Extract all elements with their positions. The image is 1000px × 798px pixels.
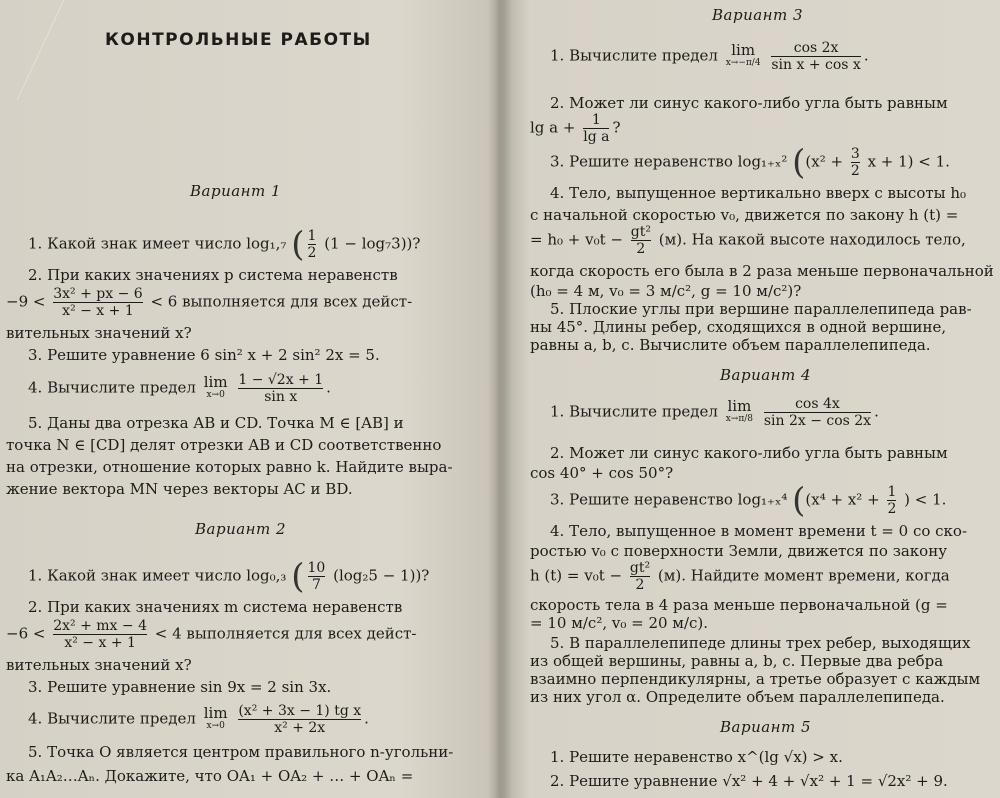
limit: lim x→−π/4 (725, 40, 761, 68)
right-page (504, 0, 1000, 798)
v1-problem-2-line3: вительных значений x? (6, 324, 192, 342)
fraction: $\frac{1}{\text{lg a}}$ (583, 112, 610, 145)
v3-problem-1: 1. Вычислите предел lim x→−π/4 $\frac{\cos 2x}{\text{sin x + cos x}}$ . (550, 40, 869, 73)
v3-problem-3: 3. Решите неравенство log₁₊ₓ² ((x² + $\frac{3}{2}$ x + 1) < 1. (550, 142, 950, 183)
v3-problem-5-line3: равны a, b, c. Вычислите объем параллелепипеда. (530, 336, 931, 354)
v4-problem-5-line1: 5. В параллелепипеде длины трех ребер, выходящих (550, 634, 971, 652)
v1-problem-1: 1. Какой знак имеет число log₁,₇ ( $\frac{1}{2}$ (1 − log₇3))? (28, 224, 421, 265)
fraction: $\frac{3}{2}$ (850, 146, 860, 179)
v1-problem-5-line1: 5. Даны два отрезка AB и CD. Точка M ∈ [AB] и (28, 414, 404, 432)
v3-problem-4-line3: = h₀ + v₀t − $\frac{\text{gt²}}{2}$ (м). На какой высоте находилось тело, (530, 224, 966, 257)
fraction: $\frac{\cos 4x}{\sin 2x - \cos 2x}$ (763, 396, 872, 429)
v4-problem-2-line2: cos 40° + cos 50°? (530, 464, 674, 482)
v3-problem-5-line1: 5. Плоские углы при вершине параллелепипеда рав- (550, 300, 972, 318)
v1-problem-2-line1: 2. При каких значениях p система неравенств (28, 266, 398, 284)
v2-problem-5-line1: 5. Точка O является центром правильного n-угольни- (28, 743, 454, 761)
fraction: $\frac{\text{3x² + px − 6}}{\text{x² − x + 1}}$ (53, 286, 143, 319)
variant-4-title: Вариант 4 (720, 366, 812, 384)
fraction: $\frac{1 - √2x + 1}{\text{sin x}}$ (238, 372, 324, 405)
variant-1-title: Вариант 1 (190, 182, 282, 200)
v3-problem-2-line2: lg a + $\frac{1}{\text{lg a}}$ ? (530, 112, 621, 145)
limit: lim x→π/8 (725, 396, 754, 424)
v2-problem-1: 1. Какой знак имеет число log₀,₃ ( $\frac{10}{7}$ (log₂5 − 1))? (28, 556, 430, 597)
v4-problem-4-line2: ростью v₀ с поверхности Земли, движется по закону (530, 542, 948, 560)
v3-problem-4-line5: (h₀ = 4 м, v₀ = 3 м/с², g = 10 м/с²)? (530, 282, 802, 300)
v5-problem-2: 2. Решите уравнение √x² + 4 + √x² + 1 = √2x² + 9. (550, 772, 948, 790)
v1-problem-4: 4. Вычислите предел lim x→0 $\frac{1 - √2x + 1}{\text{sin x}}$ . (28, 372, 331, 405)
v2-problem-2-line2: −6 < $\frac{\text{2x² + mx − 4}}{\text{x² − x + 1}}$ < 4 выполняется для всех дейст- (6, 618, 417, 651)
v3-problem-5-line2: ны 45°. Длины ребер, сходящихся в одной вершине, (530, 318, 947, 336)
v3-problem-4-line4: когда скорость его была в 2 раза меньше первоначальной (530, 262, 994, 280)
page-fold-mark (17, 0, 105, 100)
page-heading: КОНТРОЛЬНЫЕ РАБОТЫ (105, 30, 372, 50)
v4-problem-1: 1. Вычислите предел lim x→π/8 $\frac{\cos 4x}{\sin 2x - \cos 2x}$ . (550, 396, 879, 429)
limit: lim x→0 (203, 703, 228, 731)
v3-problem-4-line1: 4. Тело, выпущенное вертикально вверх с высоты h₀ (550, 184, 967, 202)
limit: lim x→0 (203, 372, 228, 400)
v4-problem-3: 3. Решите неравенство log₁₊ₓ⁴ ((x⁴ + x² + $\frac{1}{2}$ ) < 1. (550, 480, 947, 521)
v1-problem-5-line3: на отрезки, отношение которых равно k. Найдите выра- (6, 458, 453, 476)
v2-problem-3: 3. Решите уравнение sin 9x = 2 sin 3x. (28, 678, 332, 696)
v4-problem-5-line2: из общей вершины, равны a, b, c. Первые два ребра (530, 652, 944, 670)
v3-problem-2-line1: 2. Может ли синус какого-либо угла быть равным (550, 94, 948, 112)
v4-problem-4-line3: h (t) = v₀t − $\frac{\text{gt²}}{2}$ (м). Найдите момент времени, когда (530, 560, 950, 593)
fraction: $\frac{\text{gt²}}{2}$ (629, 560, 651, 593)
variant-3-title: Вариант 3 (712, 6, 804, 24)
v5-problem-1: 1. Решите неравенство x^(lg √x) > x. (550, 748, 843, 766)
fraction: $\frac{\text{2x² + mx − 4}}{\text{x² − x + 1}}$ (53, 618, 147, 651)
v4-problem-4-line5: = 10 м/с², v₀ = 20 м/с). (530, 614, 709, 632)
fraction: $\frac{\cos 2x}{\text{sin x + cos x}}$ (771, 40, 861, 73)
v2-problem-5-line2: ка A₁A₂…Aₙ. Докажите, что OA₁ + OA₂ + … + OAₙ = (6, 767, 414, 785)
v4-problem-2-line1: 2. Может ли синус какого-либо угла быть равным (550, 444, 948, 462)
v1-problem-2-line2: −9 < $\frac{\text{3x² + px − 6}}{\text{x² − x + 1}}$ < 6 выполняется для всех дейст- (6, 286, 413, 319)
fraction: $\frac{10}{7}$ (307, 560, 326, 593)
v4-problem-4-line1: 4. Тело, выпущенное в момент времени t = 0 со ско- (550, 522, 968, 540)
v1-problem-5-line2: точка N ∈ [CD] делят отрезки AB и CD соответственно (6, 436, 442, 454)
fraction: $\frac{1}{2}$ (307, 228, 317, 261)
v3-problem-4-line2: с начальной скоростью v₀, движется по закону h (t) = (530, 206, 959, 224)
v4-problem-5-line4: из них угол α. Определите объем параллелепипеда. (530, 688, 945, 706)
fraction: $\frac{\text{(x² + 3x − 1) tg x}}{\text{x² + 2x}}$ (238, 703, 362, 736)
variant-5-title: Вариант 5 (720, 718, 812, 736)
left-page (0, 0, 496, 798)
v2-problem-2-line3: вительных значений x? (6, 656, 192, 674)
v1-problem-5-line4: жение вектора MN через векторы AC и BD. (6, 480, 353, 498)
v4-problem-4-line4: скорость тела в 4 раза меньше первоначальной (g = (530, 596, 948, 614)
fraction: $\frac{1}{2}$ (887, 484, 897, 517)
v1-problem-3: 3. Решите уравнение 6 sin² x + 2 sin² 2x = 5. (28, 346, 380, 364)
fraction: $\frac{\text{gt²}}{2}$ (630, 224, 651, 257)
v4-problem-5-line3: взаимно перпендикулярны, а третье образует с каждым (530, 670, 981, 688)
v2-problem-4: 4. Вычислите предел lim x→0 $\frac{\text{(x² + 3x − 1) tg x}}{\text{x² + 2x}}$ . (28, 703, 369, 736)
v2-problem-2-line1: 2. При каких значениях m система неравенств (28, 598, 403, 616)
variant-2-title: Вариант 2 (195, 520, 287, 538)
